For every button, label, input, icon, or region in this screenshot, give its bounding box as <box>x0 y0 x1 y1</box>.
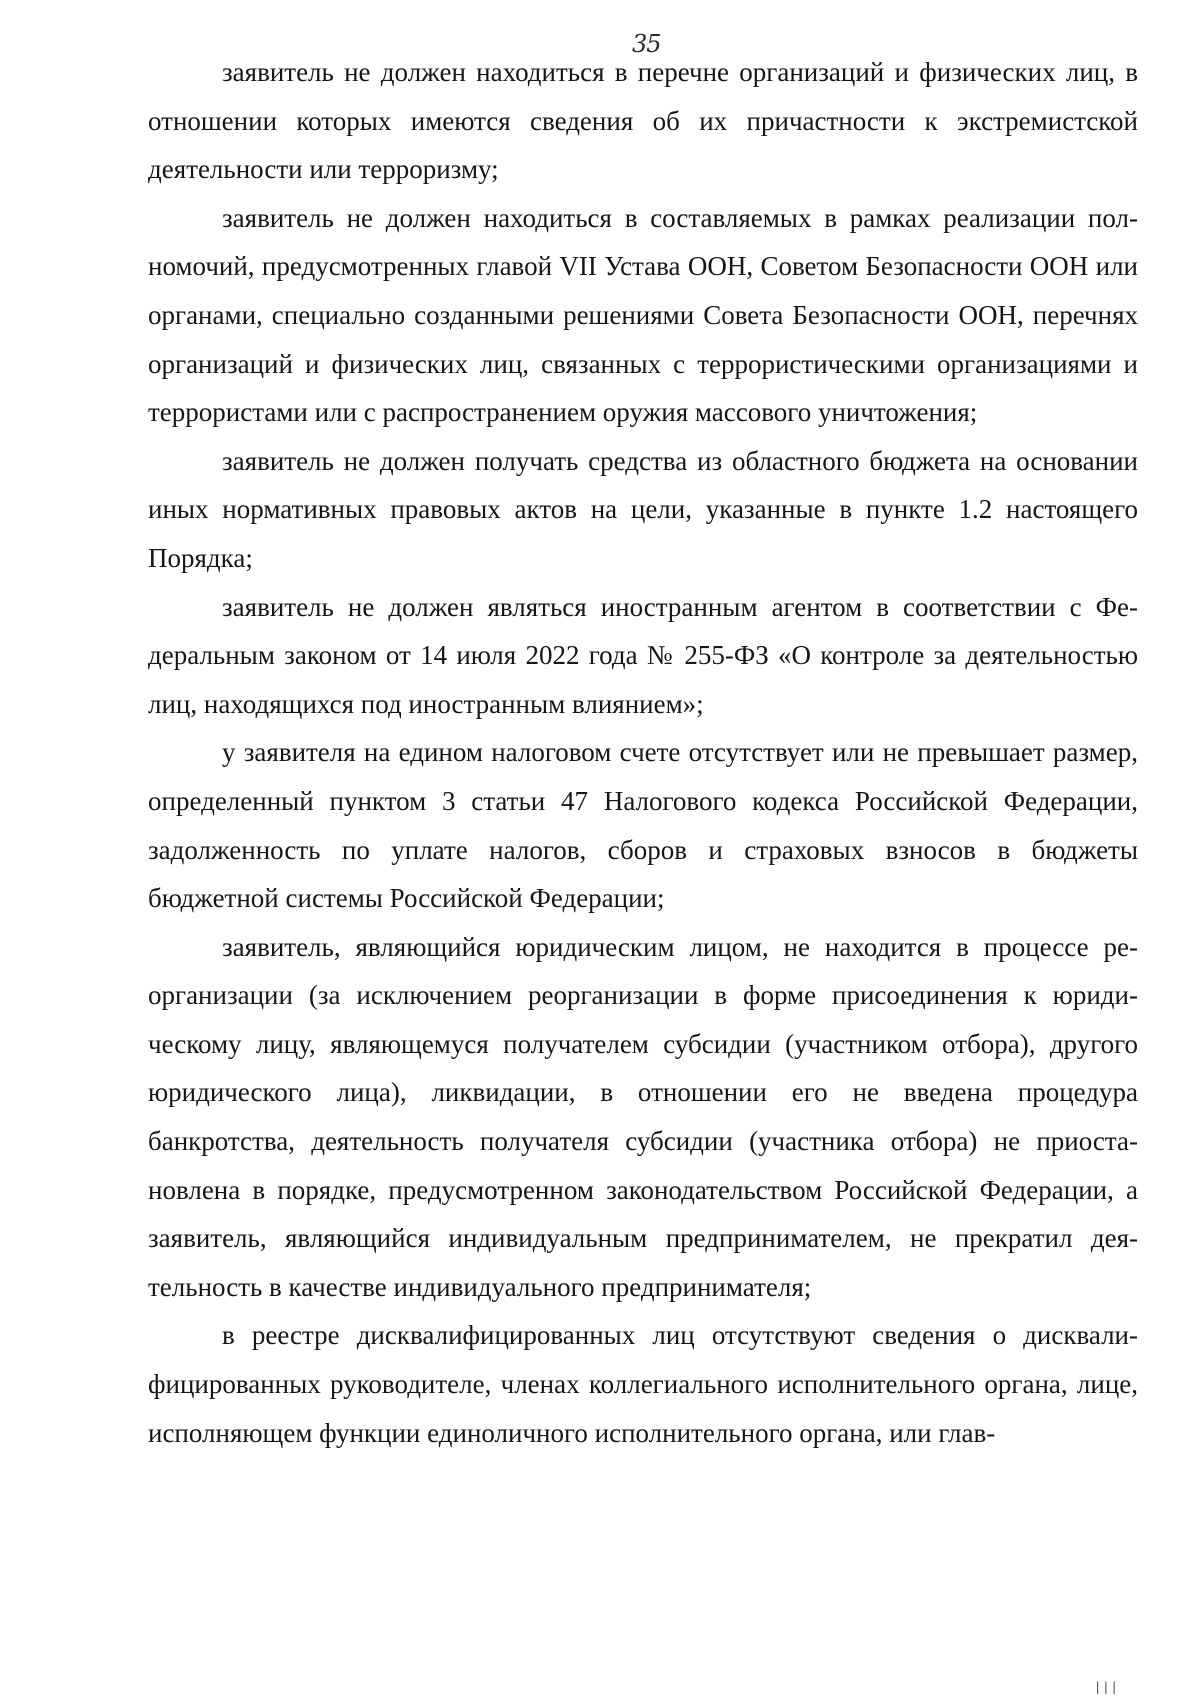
paragraph-disqualified-persons: в реестре дисквалифицированных лиц отсутствуют сведения о дисквалифицированных руководителе, членах коллегиального исполнительного органа, лице, исполняющем функции единоличного исполнительного органа, или глав- <box>148 1320 1138 1448</box>
page-number: 35 <box>632 30 661 58</box>
paragraph-extremism-list: заявитель не должен находиться в перечне организаций и физических лиц, в отношении которых имеются сведения об их причастности к экстремистской деятельности или терроризму; <box>148 57 1138 185</box>
document-body <box>148 48 1138 1457</box>
paragraph-tax-debt: у заявителя на едином налоговом счете отсутствует или не превышает размер, определенный пунктом 3 статьи 47 Налогового кодекса Российской Федерации, задолженность по уплате налогов, сборов и страховых взносов в бюджеты бюджетной системы Российской Федерации; <box>148 737 1138 914</box>
paragraph-reorganization-liquidation: заявитель, являющийся юридическим лицом, не находится в процессе реорганизации (за исключением реорганизации в форме присоединения к юридическому лицу, являющемуся получателем субсидии (участником отбора), другого юридического лица), ликвидации, в отношении его не введена процедура банкротства, деятельность получателя субсидии (участника отбора) не приостановлена в порядке, предусмотренном законодательством Российской Федерации, а заявитель, являющийся индивидуальным предпринимателем, не прекратил деятельность в качестве индивидуального предпринимателя; <box>148 931 1138 1302</box>
paragraph-un-sanctions-list: заявитель не должен находиться в составляемых в рамках реализации полномочий, предусмотренных главой VII Устава ООН, Советом Безопасности ООН или органами, специально созданными решениями Совета Безопасности ООН, перечнях организаций и физических лиц, связанных с террористическими организациями и террористами или с распространением оружия массового уничтожения; <box>148 202 1138 428</box>
paragraph-regional-budget-funds: заявитель не должен получать средства из областного бюджета на основании иных нормативных правовых актов на цели, указанные в пункте 1.2 настоящего Порядка; <box>148 445 1138 573</box>
scan-corner-mark: ||| <box>1094 1680 1119 1694</box>
paragraph-foreign-agent: заявитель не должен являться иностранным агентом в соответствии с Федеральным законом от 14 июля 2022 года № 255-ФЗ «О контроле за деятельностью лиц, находящихся под иностранным влиянием»; <box>148 591 1138 719</box>
